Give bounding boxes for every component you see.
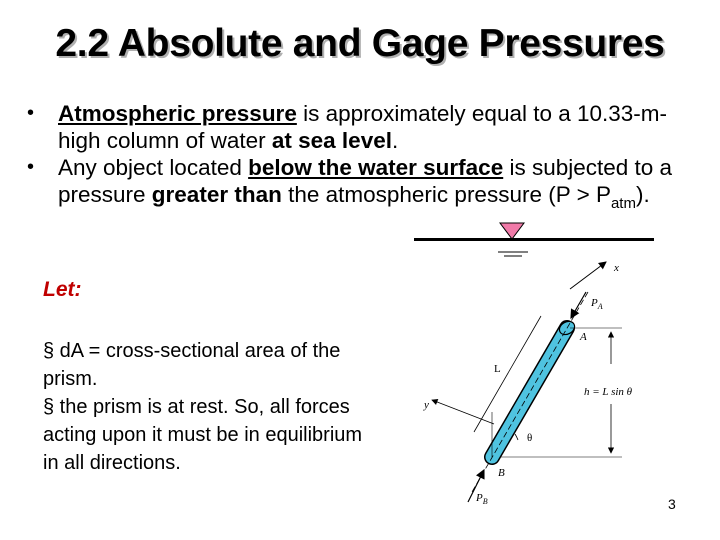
pb-label: $P_B$ (476, 492, 488, 506)
page-number: 3 (668, 496, 676, 512)
angle-label: θ (527, 432, 533, 444)
slide-title: 2.2 Absolute and Gage Pressures (55, 22, 665, 65)
let-label: Let: (43, 278, 82, 301)
y-axis-arrow (432, 400, 494, 424)
bullet-text: ). (635, 182, 650, 207)
bullet-text: Any object located (58, 155, 249, 180)
bullet-dot-icon: • (27, 156, 35, 178)
length-label: L (494, 363, 501, 375)
bullet-text: . (391, 128, 399, 153)
bullet-below-surface (27, 154, 697, 217)
bullet-text: is approximately equal to a 10.33-m-high column of water (58, 101, 668, 153)
point-b-label: B (498, 467, 505, 479)
definition-cross-section: § dA = cross-sectional area of the prism. (43, 340, 341, 390)
bullet-atmospheric-pressure (27, 100, 697, 154)
definition-equilibrium: § the prism is at rest. So, all forces acting upon it must be in equilibrium in all directions. (43, 396, 363, 474)
definitions (43, 337, 383, 477)
term-greater-than: greater than (151, 182, 282, 207)
term-below-water-surface: below the water surface (248, 155, 504, 180)
height-label: h = L sin θ (584, 386, 633, 398)
x-axis-arrow (570, 262, 606, 289)
x-axis-label: x (614, 262, 619, 274)
water-surface-line (414, 238, 654, 241)
subscript-atm: atm (610, 195, 636, 212)
bullet-text: is subjected to a pressure (58, 155, 673, 207)
bullet-text: the atmospheric pressure (P > P (281, 182, 611, 207)
point-a-label: A (580, 331, 587, 343)
pa-arrow (571, 292, 586, 318)
term-atmospheric-pressure: Atmospheric pressure (58, 101, 297, 126)
y-axis-label: y (424, 399, 429, 411)
water-surface-triangle-icon (499, 222, 525, 240)
angle-arc (515, 434, 518, 440)
pa-label: $P_A$ (591, 297, 603, 311)
bullet-list (27, 100, 697, 217)
bullet-dot-icon: • (27, 102, 35, 124)
term-sea-level: at sea level (271, 128, 392, 153)
prism-diagram (410, 244, 650, 514)
